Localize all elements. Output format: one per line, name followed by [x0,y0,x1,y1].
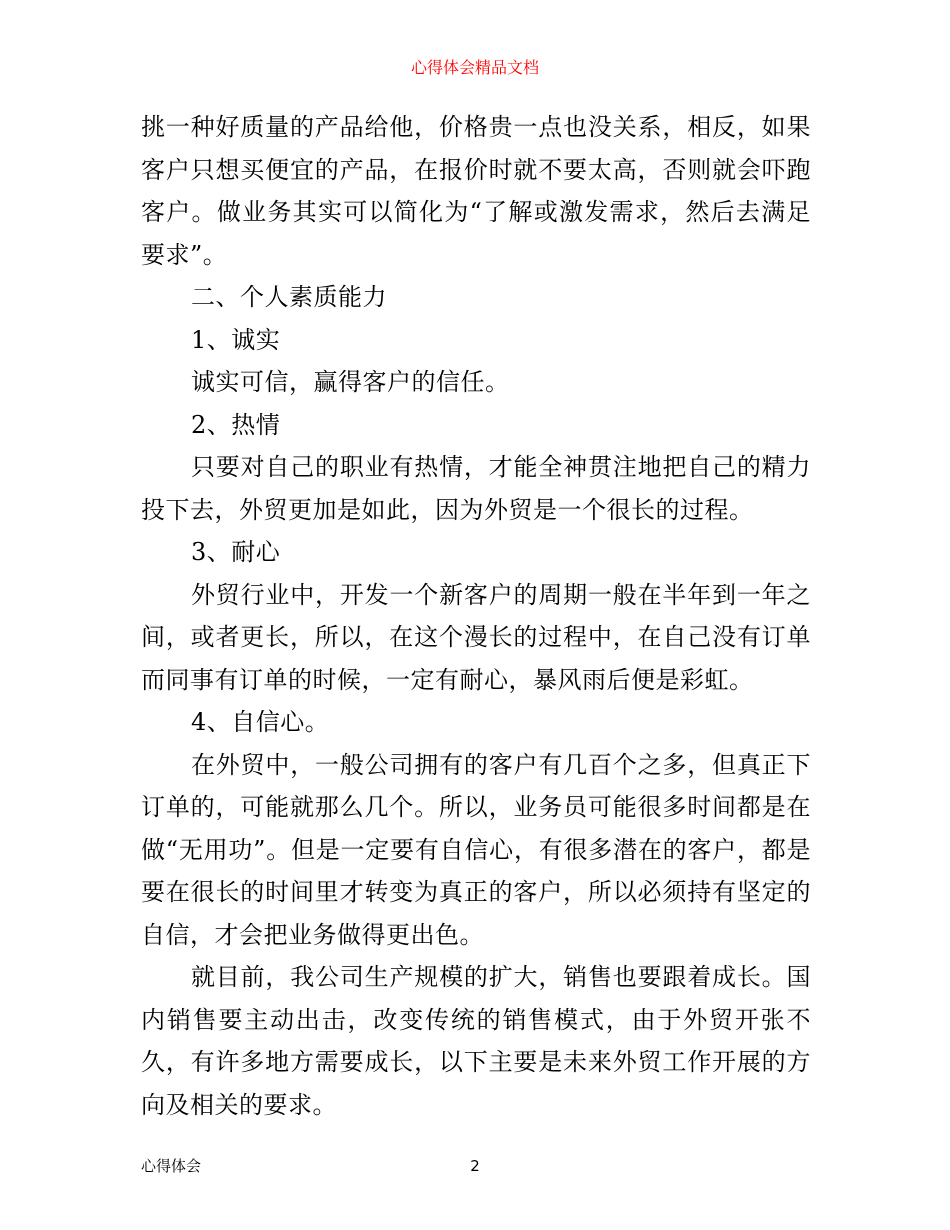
item-heading-honesty: 1、诚实 [191,325,281,354]
footer-label: 心得体会 [141,1157,202,1175]
paragraph-honesty: 诚实可信，赢得客户的信任。 [191,368,510,396]
item-heading-patience: 3、耐心 [191,538,281,566]
paragraph-enthusiasm: 只要对自己的职业有热情，才能全神贯注地把自己的精力投下去，外贸更加是如此，因为外贸是一个很长的过程。 [141,453,811,524]
paragraph-future-direction: 就目前，我公司生产规模的扩大，销售也要跟着成长。国内销售要主动出击，改变传统的销售模式，由于外贸开张不久，有许多地方需要成长，以下主要是未来外贸工作开展的方向及相关的要求。 [141,963,811,1119]
item-heading-confidence: 4、自信心。 [191,708,330,736]
item-heading-enthusiasm: 2、热情 [191,410,281,439]
section-heading-personal-qualities: 二、个人素质能力 [191,283,387,311]
page-number: 2 [470,1157,480,1175]
document-body [141,106,811,1126]
paragraph-continuation: 挑一种好质量的产品给他，价格贵一点也没关系，相反，如果客户只想买便宜的产品，在报价时就不要太高，否则就会吓跑客户。做业务其实可以简化为“了解或激发需求，然后去满足要求”。 [141,113,811,269]
paragraph-patience: 外贸行业中，开发一个新客户的周期一般在半年到一年之间，或者更长，所以，在这个漫长的过程中，在自己没有订单而同事有订单的时候，一定有耐心，暴风雨后便是彩虹。 [141,580,811,694]
paragraph-confidence: 在外贸中，一般公司拥有的客户有几百个之多，但真正下订单的，可能就那么几个。所以，业务员可能很多时间都是在做“无用功”。但是一定要有自信心，有很多潜在的客户，都是要在很长的时间里才转变为真正的客户，所以必须持有坚定的自信，才会把业务做得更出色。 [141,750,811,949]
document-header-title: 心得体会精品文档 [410,58,539,77]
